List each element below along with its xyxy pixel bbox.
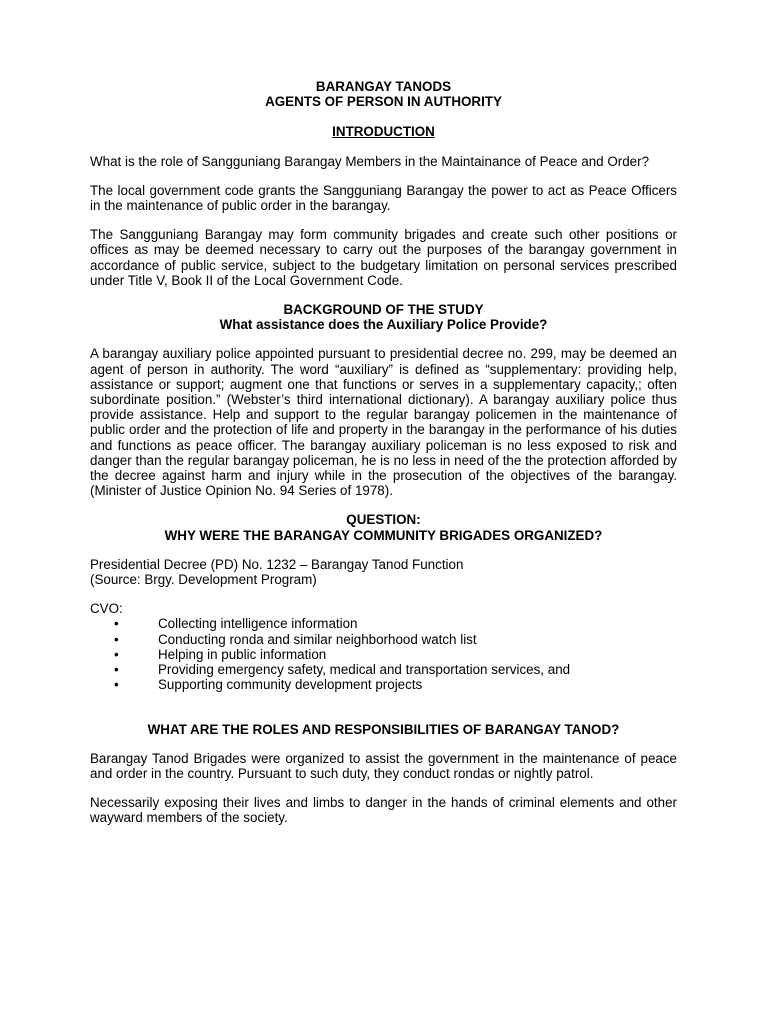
title-line-2: AGENTS OF PERSON IN AUTHORITY: [265, 94, 502, 110]
intro-paragraph-1: What is the role of Sangguniang Barangay Members in the Maintainance of Peace and Order?: [90, 153, 650, 169]
roles-paragraph-1: Barangay Tanod Brigades were organized to assist the government in the maintenance of peace and order in the country. Pursuant to such duty, they conduct rondas or nightly patrol.: [90, 750, 677, 781]
source-line-2: (Source: Brgy. Development Program): [90, 572, 317, 588]
list-item: • Conducting ronda and similar neighborhood watch list: [114, 631, 477, 647]
cvo-label: CVO:: [90, 601, 123, 617]
bullet-icon: •: [114, 677, 119, 693]
roles-heading: WHAT ARE THE ROLES AND RESPONSIBILITIES OF BARANGAY TANOD?: [147, 721, 620, 737]
question-text: WHY WERE THE BARANGAY COMMUNITY BRIGADES ORGANIZED?: [164, 527, 603, 543]
background-heading: BACKGROUND OF THE STUDY: [283, 302, 484, 318]
intro-paragraph-2: The local government code grants the Sangguniang Barangay the power to act as Peace Officers in the maintenance of public order in the barangay.: [90, 182, 677, 214]
source-line-1: Presidential Decree (PD) No. 1232 – Barangay Tanod Function: [90, 556, 464, 572]
document-page: [90, 79, 677, 826]
document-title: [90, 79, 677, 109]
background-subheading: What assistance does the Auxiliary Police Provide?: [219, 317, 548, 333]
list-item: • Providing emergency safety, medical and transportation services, and: [114, 662, 571, 678]
intro-paragraph-3: The Sangguniang Barangay may form community brigades and create such other positions or offices as may be deemed necessary to carry out the purposes of the barangay government in accordance of public service, subject to the budgetary limitation on personal services prescribed under Title V, Book II of the Local Government Code.: [90, 227, 677, 288]
bullet-icon: •: [114, 662, 119, 678]
bullet-icon: •: [114, 616, 119, 632]
list-item: • Collecting intelligence information: [114, 616, 358, 632]
list-item: • Helping in public information: [114, 646, 327, 662]
background-paragraph: A barangay auxiliary police appointed pursuant to presidential decree no. 299, may be deemed an agent of person in authority. The word “auxiliary” is defined as “supplementary: providing help, assistance or support; augment one that functions or serves in a supplementary capacity,; often subordinate position.” (Webster’s third international dictionary). A barangay auxiliary police thus provide assistance. Help and support to the regular barangay policemen in the maintenance of public order and the protection of life and property in the barangay in the performance of his duties and functions as peace officer. The barangay auxiliary policeman is no less exposed to risk and danger than the regular barangay policeman, he is no less in need of the the protection afforded by the decree against harm and injury while in the prosecution of the objectives of the barangay. (Minister of Justice Opinion No. 94 Series of 1978).: [90, 346, 677, 499]
bullet-icon: •: [114, 631, 119, 647]
introduction-heading: INTRODUCTION: [332, 124, 435, 140]
cvo-list: [90, 616, 677, 692]
list-item: • Supporting community development projects: [114, 677, 423, 693]
bullet-icon: •: [114, 646, 119, 662]
question-label: QUESTION:: [346, 512, 421, 528]
title-line-1: BARANGAY TANODS: [315, 79, 452, 94]
roles-paragraph-2: Necessarily exposing their lives and limbs to danger in the hands of criminal elements and other wayward members of the society.: [90, 795, 677, 826]
question-source: [90, 557, 677, 587]
